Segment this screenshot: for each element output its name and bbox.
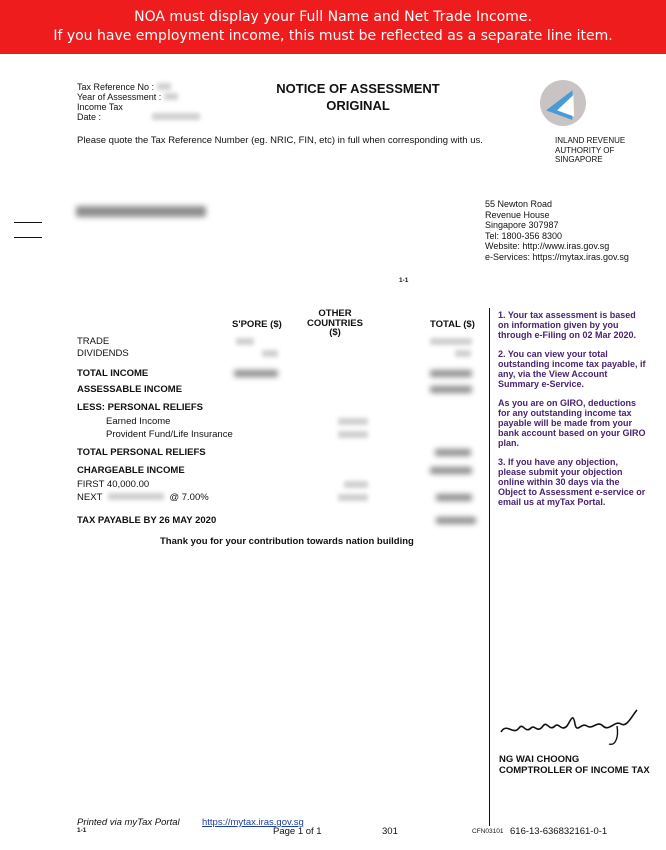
row-next-label: NEXT @ 7.00% <box>77 492 209 503</box>
note-2-giro: As you are on GIRO, deductions for any outstanding income tax payable will be made from your bank account based on your GIRO plan. <box>498 398 646 448</box>
note-3: 3. If you have any objection, please submit your objection online within 30 days via the Object to Assessment e-service or email us at myTax Portal. <box>498 457 646 507</box>
signatory <box>499 754 650 776</box>
title-line-1: NOTICE OF ASSESSMENT <box>276 81 440 96</box>
row-tax-payable-label: TAX PAYABLE BY 26 MAY 2020 <box>77 515 217 526</box>
redacted-value <box>164 93 178 100</box>
footer-left-code: 1-1 <box>77 827 87 834</box>
fold-mark <box>14 222 42 223</box>
redacted-taxpayer-name <box>76 206 206 217</box>
year-of-assessment-label: Year of Assessment : <box>77 92 162 102</box>
printed-via: Printed via myTax Portal <box>77 817 180 828</box>
col-total: TOTAL ($) <box>430 319 475 330</box>
banner-line-1: NOA must display your Full Name and Net Trade Income. <box>134 9 532 25</box>
signatory-title: COMPTROLLER OF INCOME TAX <box>499 765 650 776</box>
thank-you-text: Thank you for your contribution towards nation building <box>160 536 414 547</box>
address-line: Singapore 307987 <box>485 220 559 230</box>
income-tax-label: Income Tax <box>77 102 123 112</box>
quote-note: Please quote the Tax Reference Number (eg. NRIC, FIN, etc) in full when corresponding with us. <box>77 135 483 146</box>
page-marker: 1-1 <box>399 277 409 284</box>
note-2: 2. You can view your total outstanding income tax payable, if any, via the View Account Summary e-Service. <box>498 349 646 389</box>
document-title <box>258 80 458 114</box>
column-divider <box>489 308 490 826</box>
signature-image <box>497 706 647 750</box>
tax-reference-label: Tax Reference No : <box>77 82 155 92</box>
row-cpf-life-label: Provident Fund/Life Insurance <box>106 429 233 440</box>
iras-logo <box>540 80 586 126</box>
org-line-1: INLAND REVENUE <box>555 136 626 145</box>
row-dividends-label: DIVIDENDS <box>77 348 129 359</box>
footer-number: 301 <box>382 826 398 837</box>
org-line-2: AUTHORITY OF <box>555 145 615 155</box>
date-label: Date : <box>77 112 102 122</box>
address-line: Website: http://www.iras.gov.sg <box>485 241 610 251</box>
row-total-income-label: TOTAL INCOME <box>77 368 149 379</box>
notes-panel <box>498 310 648 516</box>
redacted-value <box>157 83 171 90</box>
col-other-countries: OTHER COUNTRIES ($) <box>307 308 363 338</box>
notice-banner <box>0 0 666 54</box>
iras-address <box>485 199 629 262</box>
row-assessable-income-label: ASSESSABLE INCOME <box>77 384 183 395</box>
address-line: Revenue House <box>485 209 550 220</box>
header-labels <box>77 82 200 122</box>
row-first-label: FIRST 40,000.00 <box>77 479 150 490</box>
banner-line-2: If you have employment income, this must be reflected as a separate line item. <box>53 28 613 44</box>
signatory-name: NG WAI CHOONG <box>499 754 580 765</box>
address-line: Tel: 1800-356 8300 <box>485 230 563 241</box>
org-line-3: SINGAPORE <box>555 155 603 164</box>
address-line: 55 Newton Road <box>485 199 553 209</box>
page-number: Page 1 of 1 <box>273 826 322 837</box>
redacted-date <box>152 113 200 120</box>
reference-number: 616-13-636832161-0-1 <box>510 826 608 837</box>
row-trade-label: TRADE <box>77 336 110 347</box>
fold-mark <box>14 237 42 238</box>
portal-link[interactable]: https://mytax.iras.gov.sg <box>202 817 304 828</box>
col-spore: S'PORE ($) <box>232 319 282 330</box>
row-total-reliefs-label: TOTAL PERSONAL RELIEFS <box>77 447 206 458</box>
note-1: 1. Your tax assessment is based on information given by you through e-Filing on 02 Mar 2020. <box>498 310 637 340</box>
form-code: CFN03101 <box>472 828 504 835</box>
title-line-2: ORIGINAL <box>326 98 390 113</box>
address-line: e-Services: https://mytax.iras.gov.sg <box>485 251 629 262</box>
row-earned-income-label: Earned Income <box>106 416 171 427</box>
row-less-reliefs-label: LESS: PERSONAL RELIEFS <box>77 402 203 413</box>
row-chargeable-income-label: CHARGEABLE INCOME <box>77 465 185 476</box>
org-name <box>555 136 625 165</box>
